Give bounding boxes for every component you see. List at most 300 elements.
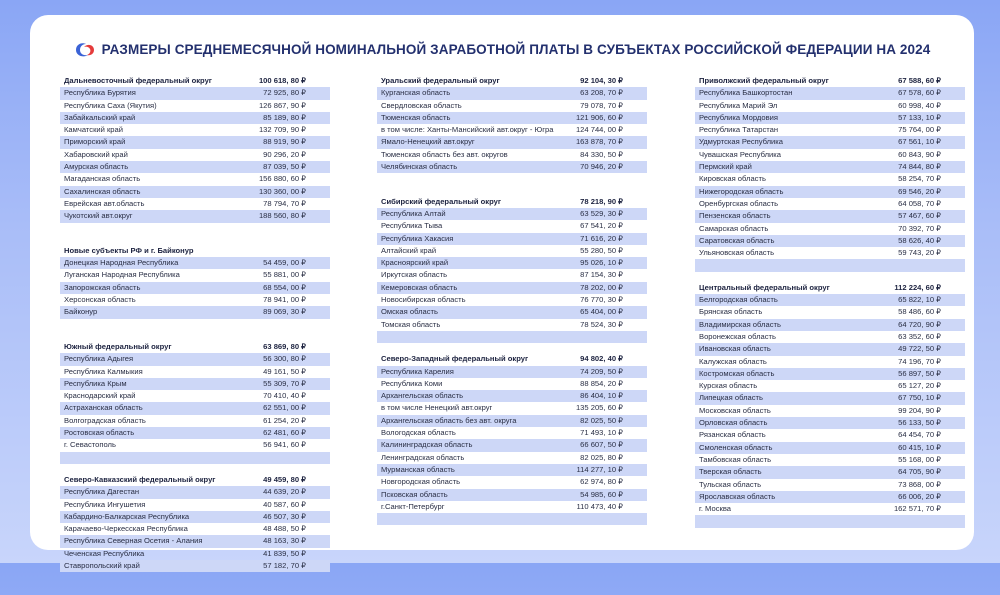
- region-row: [377, 415, 647, 427]
- row-label: Владимирская область: [699, 319, 781, 329]
- region-row: [60, 136, 330, 148]
- row-label: Республика Дагестан: [64, 487, 140, 497]
- row-label: Саратовская область: [699, 235, 775, 245]
- region-row: [695, 466, 965, 478]
- row-label: Удмуртская Республика: [699, 137, 783, 147]
- row-label: Республика Марий Эл: [699, 100, 778, 110]
- region-row: [60, 535, 330, 547]
- region-row: [695, 442, 965, 454]
- row-label: Амурская область: [64, 162, 129, 172]
- row-value: 55 280, 50 ₽: [580, 245, 623, 255]
- row-value: 67 541, 20 ₽: [580, 221, 623, 231]
- region-row: [377, 319, 647, 331]
- row-label: Кабардино-Балкарская Республика: [64, 511, 190, 521]
- region-row: [60, 269, 330, 281]
- district-block: [377, 196, 647, 344]
- row-value: 78 218, 90 ₽: [580, 196, 623, 206]
- row-label: Брянская область: [699, 307, 763, 317]
- region-row: [377, 366, 647, 378]
- row-label: Кировская область: [699, 174, 766, 184]
- region-row: [695, 306, 965, 318]
- row-value: 65 404, 00 ₽: [580, 307, 623, 317]
- row-value: 57 182, 70 ₽: [263, 560, 306, 570]
- region-row: [377, 100, 647, 112]
- spacer-row: [695, 515, 965, 527]
- region-row: [377, 87, 647, 99]
- row-value: 100 618, 80 ₽: [258, 76, 306, 85]
- row-value: 48 488, 50 ₽: [263, 524, 306, 534]
- region-row: [60, 306, 330, 318]
- region-row: [60, 198, 330, 210]
- row-label: Ленинградская область: [381, 452, 465, 462]
- region-row: [377, 501, 647, 513]
- region-row: [377, 208, 647, 220]
- district-header: [377, 196, 647, 208]
- row-value: 84 330, 50 ₽: [580, 149, 623, 159]
- region-row: [377, 161, 647, 173]
- row-value: 44 639, 20 ₽: [263, 487, 306, 497]
- row-value: 67 578, 60 ₽: [898, 88, 941, 98]
- region-row: [695, 405, 965, 417]
- row-label: Хабаровский край: [64, 149, 128, 159]
- row-label: Челябинская область: [381, 162, 458, 172]
- row-label: Алтайский край: [381, 245, 437, 255]
- sfr-logo-icon: [74, 40, 96, 58]
- row-value: 63 352, 60 ₽: [898, 331, 941, 341]
- spacer-row: [60, 452, 330, 464]
- row-label: Архангельская область: [381, 391, 464, 401]
- row-label: Тверская область: [699, 467, 762, 477]
- row-label: Южный федеральный округ: [64, 341, 172, 351]
- region-row: [377, 427, 647, 439]
- row-value: 55 881, 00 ₽: [263, 270, 306, 280]
- row-value: 58 626, 40 ₽: [898, 235, 941, 245]
- row-label: Ульяновская область: [699, 248, 775, 258]
- row-value: 40 587, 60 ₽: [263, 499, 306, 509]
- row-value: 75 764, 00 ₽: [898, 125, 941, 135]
- row-label: Самарская область: [699, 223, 769, 233]
- region-row: [695, 247, 965, 259]
- row-label: г. Севастополь: [64, 440, 116, 450]
- district-block: [377, 353, 647, 525]
- row-label: Камчатский край: [64, 125, 123, 135]
- row-value: 95 026, 10 ₽: [580, 258, 623, 268]
- column-3: [695, 75, 965, 538]
- row-label: Республика Карелия: [381, 366, 454, 376]
- row-value: 55 168, 00 ₽: [898, 454, 941, 464]
- region-row: [695, 454, 965, 466]
- header: [30, 35, 974, 63]
- region-row: [377, 124, 647, 136]
- row-label: Республика Алтай: [381, 208, 446, 218]
- row-value: 65 822, 10 ₽: [898, 295, 941, 305]
- row-value: 99 204, 90 ₽: [898, 405, 941, 415]
- row-value: 72 925, 80 ₽: [263, 88, 306, 98]
- region-row: [695, 161, 965, 173]
- row-label: Чеченская Республика: [64, 548, 145, 558]
- region-row: [695, 319, 965, 331]
- row-value: 82 025, 80 ₽: [580, 452, 623, 462]
- row-label: Орловская область: [699, 418, 768, 428]
- region-row: [695, 356, 965, 368]
- region-row: [377, 378, 647, 390]
- row-label: Тюменская область без авт. округов: [381, 149, 508, 159]
- row-value: 49 722, 50 ₽: [898, 344, 941, 354]
- region-row: [695, 149, 965, 161]
- row-label: Белгородская область: [699, 295, 778, 305]
- row-value: 46 507, 30 ₽: [263, 511, 306, 521]
- region-row: [695, 210, 965, 222]
- content-card: [30, 15, 974, 570]
- region-row: [377, 112, 647, 124]
- row-label: Центральный федеральный округ: [699, 282, 830, 292]
- region-row: [60, 486, 330, 498]
- row-value: 62 551, 00 ₽: [263, 403, 306, 413]
- row-value: 86 404, 10 ₽: [580, 391, 623, 401]
- region-row: [695, 235, 965, 247]
- region-row: [60, 560, 330, 572]
- row-value: 60 415, 10 ₽: [898, 442, 941, 452]
- district-header: [60, 474, 330, 486]
- region-row: [695, 124, 965, 136]
- district-header: [60, 75, 330, 87]
- row-label: Кемеровская область: [381, 282, 458, 292]
- row-value: 67 750, 10 ₽: [898, 393, 941, 403]
- spacer-row: [377, 173, 647, 185]
- row-value: 76 770, 30 ₽: [580, 295, 623, 305]
- region-row: [377, 476, 647, 488]
- region-row: [695, 503, 965, 515]
- district-block: [695, 75, 965, 272]
- row-label: Республика Татарстан: [699, 125, 779, 135]
- row-value: 135 205, 60 ₽: [575, 403, 623, 413]
- district-header: [377, 75, 647, 87]
- district-header: [60, 245, 330, 257]
- row-label: Забайкальский край: [64, 112, 136, 122]
- row-label: Рязанская область: [699, 430, 766, 440]
- region-row: [60, 282, 330, 294]
- region-row: [60, 124, 330, 136]
- row-value: 64 720, 90 ₽: [898, 319, 941, 329]
- region-row: [377, 452, 647, 464]
- row-value: 112 224, 60 ₽: [894, 282, 941, 292]
- row-label: Чукотский авт.округ: [64, 211, 133, 221]
- region-row: [377, 294, 647, 306]
- row-value: 62 481, 60 ₽: [263, 428, 306, 438]
- region-row: [377, 439, 647, 451]
- row-label: в том числе Ненецкий авт.округ: [381, 403, 493, 413]
- row-value: 63 529, 30 ₽: [580, 208, 623, 218]
- region-row: [60, 294, 330, 306]
- district-block: [695, 282, 965, 528]
- row-label: Ставропольский край: [64, 560, 140, 570]
- row-label: Республика Крым: [64, 378, 127, 388]
- region-row: [695, 294, 965, 306]
- row-value: 132 709, 90 ₽: [258, 125, 306, 135]
- row-value: 78 941, 00 ₽: [263, 295, 306, 305]
- region-row: [377, 269, 647, 281]
- row-value: 162 571, 70 ₽: [893, 504, 941, 514]
- region-row: [377, 306, 647, 318]
- row-label: Республика Башкортостан: [699, 88, 793, 98]
- row-value: 78 794, 70 ₽: [263, 198, 306, 208]
- row-value: 49 161, 50 ₽: [263, 366, 306, 376]
- spacer-row: [60, 319, 330, 331]
- spacer-row: [377, 331, 647, 343]
- row-label: Пермский край: [699, 162, 752, 172]
- row-label: Московская область: [699, 405, 771, 415]
- row-label: Республика Коми: [381, 378, 443, 388]
- region-row: [695, 392, 965, 404]
- row-value: 126 867, 90 ₽: [258, 100, 306, 110]
- row-value: 49 459, 80 ₽: [263, 474, 306, 484]
- row-value: 68 554, 00 ₽: [263, 282, 306, 292]
- district-header: [695, 282, 965, 294]
- row-label: Северо-Западный федеральный округ: [381, 354, 529, 364]
- region-row: [60, 439, 330, 451]
- region-row: [695, 112, 965, 124]
- row-value: 89 069, 30 ₽: [263, 307, 306, 317]
- row-label: Северо-Кавказский федеральный округ: [64, 474, 216, 484]
- row-value: 90 296, 20 ₽: [263, 149, 306, 159]
- row-value: 78 524, 30 ₽: [580, 319, 623, 329]
- row-value: 82 025, 50 ₽: [580, 415, 623, 425]
- district-header: [377, 353, 647, 365]
- row-label: Иркутская область: [381, 270, 448, 280]
- region-row: [695, 417, 965, 429]
- row-value: 56 941, 60 ₽: [263, 440, 306, 450]
- row-label: в том числе: Ханты-Мансийский авт.округ - Югра: [381, 125, 554, 135]
- region-row: [60, 87, 330, 99]
- region-row: [60, 415, 330, 427]
- row-label: Пензенская область: [699, 211, 771, 221]
- row-value: 56 300, 80 ₽: [263, 354, 306, 364]
- row-label: Донецкая Народная Республика: [64, 258, 179, 268]
- row-label: Уральский федеральный округ: [381, 76, 500, 85]
- row-label: Красноярский край: [381, 258, 449, 268]
- row-value: 62 974, 80 ₽: [580, 477, 623, 487]
- region-row: [60, 378, 330, 390]
- row-label: Липецкая область: [699, 393, 763, 403]
- district-block: [60, 245, 330, 331]
- region-row: [695, 429, 965, 441]
- row-value: 88 919, 90 ₽: [263, 137, 306, 147]
- row-value: 70 410, 40 ₽: [263, 391, 306, 401]
- row-label: Республика Бурятия: [64, 88, 136, 98]
- row-value: 71 493, 10 ₽: [580, 428, 623, 438]
- row-value: 60 843, 90 ₽: [898, 149, 941, 159]
- row-value: 74 196, 70 ₽: [898, 356, 941, 366]
- row-value: 71 616, 20 ₽: [580, 233, 623, 243]
- region-row: [60, 149, 330, 161]
- row-value: 188 560, 80 ₽: [258, 211, 306, 221]
- region-row: [60, 112, 330, 124]
- row-label: Дальневосточный федеральный округ: [64, 76, 212, 85]
- row-value: 163 878, 70 ₽: [575, 137, 623, 147]
- row-label: Карачаево-Черкесская Республика: [64, 524, 188, 534]
- row-label: Вологодская область: [381, 428, 456, 438]
- region-row: [60, 173, 330, 185]
- row-value: 74 844, 80 ₽: [898, 162, 941, 172]
- row-value: 58 254, 70 ₽: [898, 174, 941, 184]
- district-header: [60, 341, 330, 353]
- region-row: [60, 100, 330, 112]
- region-row: [377, 136, 647, 148]
- page-title: РАЗМЕРЫ СРЕДНЕМЕСЯЧНОЙ НОМИНАЛЬНОЙ ЗАРАБОТНОЙ ПЛАТЫ В СУБЪЕКТАХ РОССИЙСКОЙ ФЕДЕРАЦИИ НА 2024: [101, 41, 931, 57]
- row-value: 85 189, 80 ₽: [263, 112, 306, 122]
- row-value: 94 802, 40 ₽: [580, 354, 623, 364]
- row-value: 60 998, 40 ₽: [898, 100, 941, 110]
- row-label: Приморский край: [64, 137, 126, 147]
- row-value: 92 104, 30 ₽: [580, 76, 623, 85]
- row-label: Ямало-Ненецкий авт.округ: [381, 137, 475, 147]
- region-row: [60, 427, 330, 439]
- region-row: [377, 390, 647, 402]
- row-label: Тюменская область: [381, 112, 451, 122]
- region-row: [60, 366, 330, 378]
- region-row: [60, 353, 330, 365]
- row-label: Республика Мордовия: [699, 112, 778, 122]
- row-label: Луганская Народная Республика: [64, 270, 180, 280]
- row-label: Ярославская область: [699, 491, 776, 501]
- row-value: 64 058, 70 ₽: [898, 198, 941, 208]
- row-value: 56 897, 50 ₽: [898, 368, 941, 378]
- row-value: 41 839, 50 ₽: [263, 548, 306, 558]
- region-row: [60, 402, 330, 414]
- row-value: 63 869, 80 ₽: [263, 341, 306, 351]
- row-label: Мурманская область: [381, 464, 455, 474]
- region-row: [695, 331, 965, 343]
- row-value: 67 588, 60 ₽: [898, 76, 941, 85]
- region-row: [377, 257, 647, 269]
- region-row: [60, 390, 330, 402]
- row-label: Курская область: [699, 381, 758, 391]
- region-row: [695, 380, 965, 392]
- row-label: Магаданская область: [64, 174, 141, 184]
- region-row: [60, 257, 330, 269]
- row-label: Астраханская область: [64, 403, 143, 413]
- region-row: [695, 136, 965, 148]
- row-value: 156 880, 60 ₽: [258, 174, 306, 184]
- row-label: Псковская область: [381, 489, 448, 499]
- row-label: Воронежская область: [699, 331, 776, 341]
- row-label: Приволжский федеральный округ: [699, 76, 829, 85]
- row-label: Волгоградская область: [64, 415, 146, 425]
- row-label: Свердловская область: [381, 100, 462, 110]
- region-row: [695, 198, 965, 210]
- row-value: [306, 245, 326, 257]
- row-value: 69 546, 20 ₽: [898, 186, 941, 196]
- district-block: [60, 75, 330, 235]
- row-value: 87 039, 50 ₽: [263, 162, 306, 172]
- row-label: Байконур: [64, 307, 98, 317]
- row-label: Архангельская область без авт. округа: [381, 415, 517, 425]
- row-value: 66 006, 20 ₽: [898, 491, 941, 501]
- row-label: Калининградская область: [381, 440, 473, 450]
- region-row: [695, 173, 965, 185]
- row-value: 66 607, 50 ₽: [580, 440, 623, 450]
- row-label: Республика Адыгея: [64, 354, 134, 364]
- row-label: Костромская область: [699, 368, 775, 378]
- row-label: Нижегородская область: [699, 186, 784, 196]
- region-row: [377, 245, 647, 257]
- row-value: 55 309, 70 ₽: [263, 378, 306, 388]
- region-row: [377, 402, 647, 414]
- row-value: 73 868, 00 ₽: [898, 479, 941, 489]
- row-label: Томская область: [381, 319, 441, 329]
- row-label: г.Санкт-Петербург: [381, 501, 445, 511]
- row-label: Новгородская область: [381, 477, 461, 487]
- row-label: Республика Хакасия: [381, 233, 454, 243]
- row-label: Сибирский федеральный округ: [381, 196, 501, 206]
- row-value: 79 078, 70 ₽: [580, 100, 623, 110]
- row-label: Сахалинская область: [64, 186, 141, 196]
- row-value: 58 486, 60 ₽: [898, 307, 941, 317]
- region-row: [377, 233, 647, 245]
- row-label: Еврейская авт.область: [64, 198, 145, 208]
- district-block: [60, 341, 330, 464]
- row-value: 59 743, 20 ₽: [898, 248, 941, 258]
- region-row: [60, 186, 330, 198]
- row-value: 64 705, 90 ₽: [898, 467, 941, 477]
- row-value: 61 254, 20 ₽: [263, 415, 306, 425]
- region-row: [695, 186, 965, 198]
- region-row: [377, 149, 647, 161]
- row-value: 130 360, 00 ₽: [258, 186, 306, 196]
- row-value: 54 459, 00 ₽: [263, 258, 306, 268]
- row-label: Запорожская область: [64, 282, 141, 292]
- row-value: 54 985, 60 ₽: [580, 489, 623, 499]
- row-value: 56 133, 50 ₽: [898, 418, 941, 428]
- row-value: 63 208, 70 ₽: [580, 88, 623, 98]
- row-label: Республика Северная Осетия - Алания: [64, 536, 203, 546]
- region-row: [695, 87, 965, 99]
- row-value: 78 202, 00 ₽: [580, 282, 623, 292]
- column-2: [377, 75, 647, 535]
- row-label: Омская область: [381, 307, 438, 317]
- row-label: Калужская область: [699, 356, 767, 366]
- spacer-row: [377, 513, 647, 525]
- row-label: Республика Ингушетия: [64, 499, 146, 509]
- row-value: 64 454, 70 ₽: [898, 430, 941, 440]
- spacer-row: [60, 572, 330, 584]
- district-header: [695, 75, 965, 87]
- row-label: Новосибирская область: [381, 295, 466, 305]
- region-row: [695, 100, 965, 112]
- row-value: 57 133, 10 ₽: [898, 112, 941, 122]
- row-value: 124 744, 00 ₽: [575, 125, 623, 135]
- row-label: Тульская область: [699, 479, 762, 489]
- row-label: Курганская область: [381, 88, 451, 98]
- region-row: [60, 210, 330, 222]
- row-value: 57 467, 60 ₽: [898, 211, 941, 221]
- district-block: [60, 474, 330, 585]
- row-label: Чувашская Республика: [699, 149, 781, 159]
- row-value: 87 154, 30 ₽: [580, 270, 623, 280]
- region-row: [60, 511, 330, 523]
- region-row: [695, 368, 965, 380]
- row-value: 65 127, 20 ₽: [898, 381, 941, 391]
- row-value: 67 561, 10 ₽: [898, 137, 941, 147]
- region-row: [695, 223, 965, 235]
- row-value: 74 209, 50 ₽: [580, 366, 623, 376]
- region-row: [60, 548, 330, 560]
- row-label: Ивановская область: [699, 344, 771, 354]
- region-row: [695, 479, 965, 491]
- spacer-row: [60, 223, 330, 235]
- row-label: Республика Калмыкия: [64, 366, 143, 376]
- region-row: [377, 282, 647, 294]
